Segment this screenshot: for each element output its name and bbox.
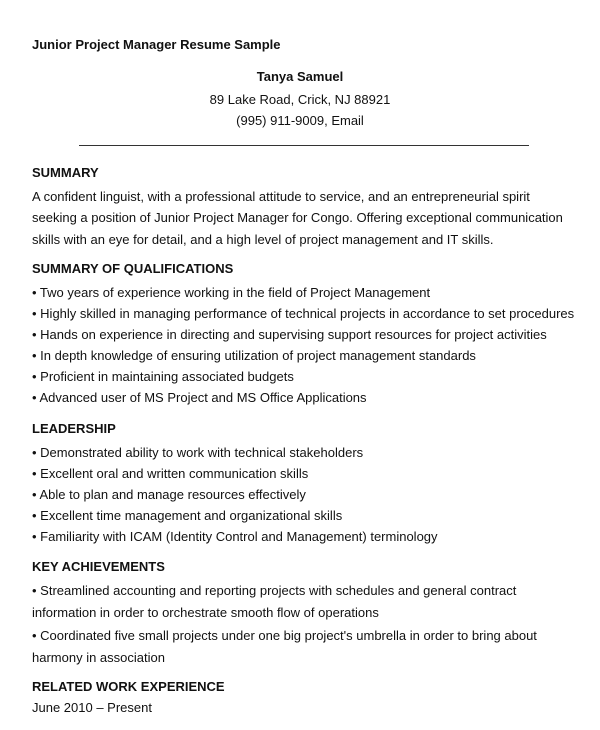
qualifications-section — [32, 261, 575, 408]
achievement-item: • Streamlined accounting and reporting projects with schedules and general contract information in order to orchestrate smooth flow of operations — [32, 583, 517, 620]
leadership-item: • Excellent oral and written communication skills — [32, 466, 309, 481]
leadership-heading: LEADERSHIP — [32, 421, 116, 436]
leadership-item: • Excellent time management and organizational skills — [32, 508, 343, 523]
achievements-heading: KEY ACHIEVEMENTS — [32, 559, 165, 574]
candidate-name: Tanya Samuel — [256, 69, 344, 84]
header-divider — [79, 145, 529, 146]
experience-period: June 2010 – Present — [32, 700, 152, 715]
qualification-item: • Advanced user of MS Project and MS Office Applications — [32, 390, 367, 405]
summary-section — [32, 165, 572, 250]
summary-text: A confident linguist, with a professional attitude to service, and an entrepreneurial spirit seeking a position of Junior Project Manager for Congo. Offering exceptional communication skills with an eye for detail, and a high level of project management and IT skills. — [32, 189, 563, 247]
experience-heading: RELATED WORK EXPERIENCE — [32, 679, 225, 694]
leadership-section — [32, 421, 572, 547]
leadership-item: • Familiarity with ICAM (Identity Control and Management) terminology — [32, 529, 438, 544]
candidate-contact: (995) 911-9009, Email — [236, 113, 364, 128]
achievements-section — [32, 559, 572, 668]
qualification-item: • Proficient in maintaining associated budgets — [32, 369, 294, 384]
qualification-item: • Two years of experience working in the field of Project Management — [32, 285, 431, 300]
qualifications-heading: SUMMARY OF QUALIFICATIONS — [32, 261, 234, 276]
leadership-item: • Able to plan and manage resources effectively — [32, 487, 306, 502]
candidate-address: 89 Lake Road, Crick, NJ 88921 — [209, 92, 391, 107]
qualification-item: • In depth knowledge of ensuring utilization of project management standards — [32, 348, 476, 363]
summary-heading: SUMMARY — [32, 165, 99, 180]
qualification-item: • Hands on experience in directing and supervising support resources for project activities — [32, 327, 547, 342]
document-title: Junior Project Manager Resume Sample — [32, 37, 281, 52]
leadership-item: • Demonstrated ability to work with technical stakeholders — [32, 445, 364, 460]
qualification-item: • Highly skilled in managing performance of technical projects in accordance to set procedures — [32, 306, 575, 321]
experience-section — [32, 679, 572, 716]
achievement-item: • Coordinated five small projects under one big project's umbrella in order to bring about harmony in association — [32, 628, 537, 665]
